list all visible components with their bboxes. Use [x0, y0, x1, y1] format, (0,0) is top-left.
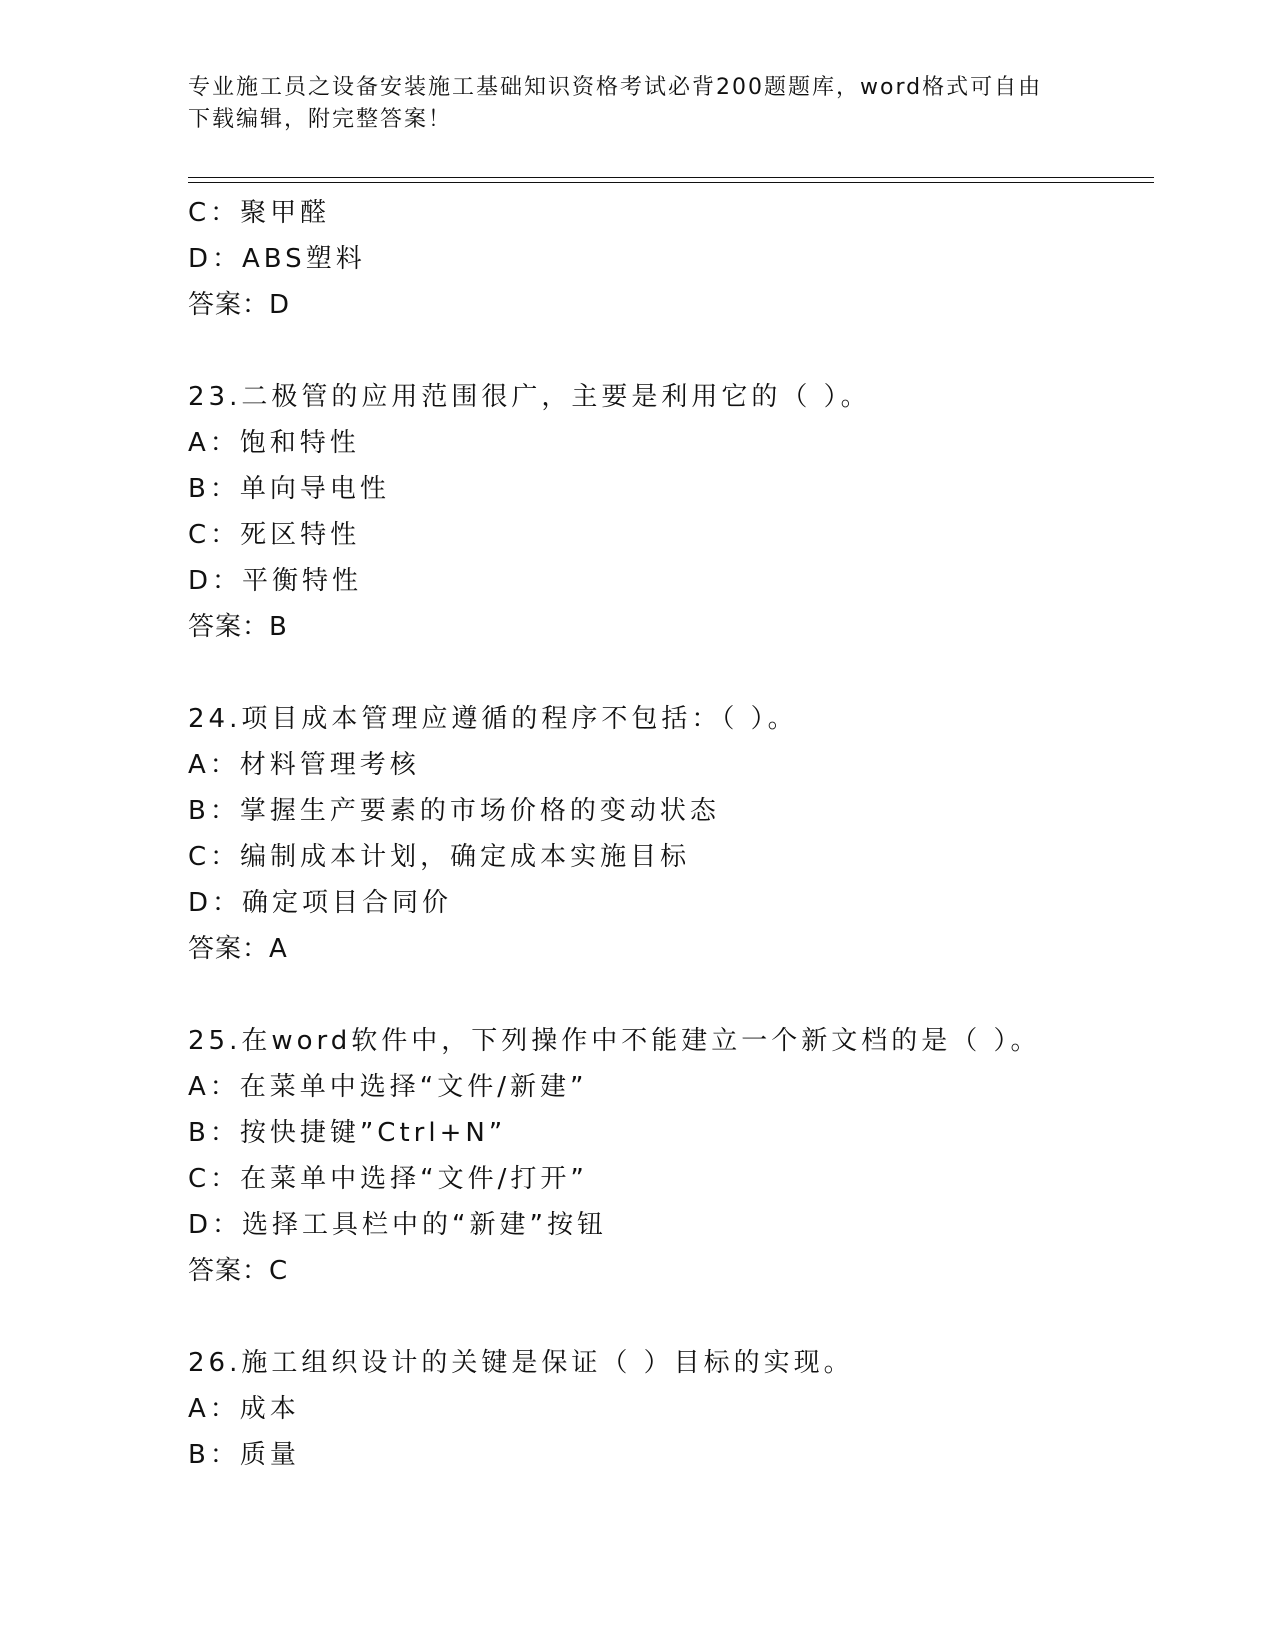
- q26-option-a: A：成本: [188, 1394, 300, 1424]
- q25-option-a: A：在菜单中选择“文件/新建”: [188, 1072, 588, 1102]
- q24-option-d: D：确定项目合同价: [188, 888, 453, 918]
- q25-answer: 答案：C: [188, 1256, 289, 1286]
- header-line-2: 下载编辑，附完整答案！: [188, 107, 453, 132]
- q23-option-c: C：死区特性: [188, 520, 361, 550]
- header-divider-top: [188, 177, 1154, 178]
- q22-option-d: D：ABS塑料: [188, 244, 366, 274]
- q23-option-a: A：饱和特性: [188, 428, 360, 458]
- spacer: [188, 1294, 1148, 1340]
- q24-option-b: B：掌握生产要素的市场价格的变动状态: [188, 796, 720, 826]
- q23-answer: 答案：B: [188, 612, 288, 642]
- spacer: [188, 328, 1148, 374]
- q23-option-b: B：单向导电性: [188, 474, 390, 504]
- header-line-1: 专业施工员之设备安装施工基础知识资格考试必背200题题库，word格式可自由: [188, 75, 1043, 100]
- q24-option-a: A：材料管理考核: [188, 750, 420, 780]
- q24-question: 24.项目成本管理应遵循的程序不包括：（ ）。: [188, 704, 798, 734]
- spacer: [188, 972, 1148, 1018]
- q25-question: 25.在word软件中，下列操作中不能建立一个新文档的是（ ）。: [188, 1026, 1041, 1056]
- q23-question: 23.二极管的应用范围很广，主要是利用它的（ ）。: [188, 382, 871, 412]
- q25-option-b: B：按快捷键”Ctrl+N”: [188, 1118, 507, 1148]
- document-header: [188, 72, 1088, 136]
- q22-option-c: C：聚甲醛: [188, 198, 331, 228]
- q26-option-b: B：质量: [188, 1440, 300, 1470]
- q24-option-c: C：编制成本计划，确定成本实施目标: [188, 842, 691, 872]
- q23-option-d: D：平衡特性: [188, 566, 363, 596]
- q22-answer: 答案：D: [188, 290, 291, 320]
- spacer: [188, 650, 1148, 696]
- q24-answer: 答案：A: [188, 934, 288, 964]
- q25-option-c: C：在菜单中选择“文件/打开”: [188, 1164, 588, 1194]
- header-divider-bottom: [188, 182, 1154, 183]
- question-list: [188, 190, 1148, 1478]
- q25-option-d: D：选择工具栏中的“新建”按钮: [188, 1210, 607, 1240]
- q26-question: 26.施工组织设计的关键是保证（ ）目标的实现。: [188, 1348, 854, 1378]
